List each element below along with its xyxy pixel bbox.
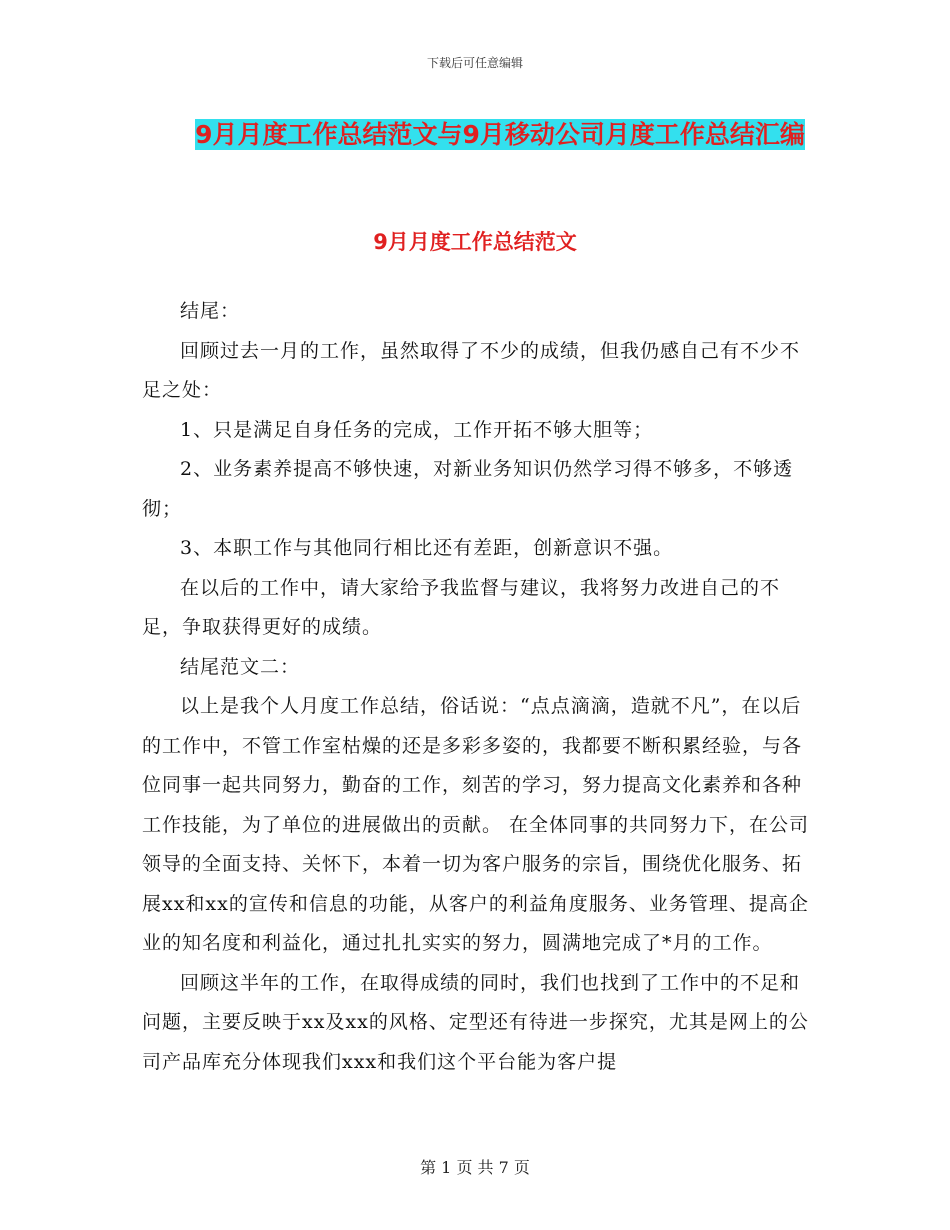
document-title-text: 9月月度工作总结范文与9月移动公司月度工作总结汇编: [195, 120, 805, 149]
paragraph: 回顾过去一月的工作，虽然取得了不少的成绩，但我仍感自己有不少不足之处：: [142, 339, 801, 401]
paragraph: 以上是我个人月度工作总结，俗话说：“点点滴滴，造就不凡”，在以后的工作中，不管工作室枯燥的还是多彩多姿的，我都要不断积累经验，与各位同事一起共同努力，勤奋的工作，刻苦的学习，努力提高文化素养和各种工作技能，为了单位的进展做出的贡献。 在全体同事的共同努力下，在公司领导的全面支持、关怀下，本着一切为客户服务的宗旨，围绕优化服务、拓展xx和xx的宣传和信息的功能，从客户的利益角度服务、业务管理、提高企业的知名度和利益化，通过扎扎实实的努力，圆满地完成了*月的工作。: [142, 695, 810, 954]
paragraph: 1、只是满足自身任务的完成，工作开拓不够大胆等；: [180, 418, 654, 441]
paragraph: 结尾范文二：: [180, 655, 301, 678]
paragraph: 2、业务素养提高不够快速，对新业务知识仍然学习得不够多，不够透彻；: [142, 458, 794, 520]
paragraph: 在以后的工作中，请大家给予我监督与建议，我将努力改进自己的不足，争取获得更好的成绩。: [142, 576, 781, 638]
page-footer: 第 1 页 共 7 页: [420, 1158, 530, 1177]
document-title: [150, 112, 850, 158]
body-text: [142, 292, 810, 1082]
header-note: 下载后可任意编辑: [426, 56, 523, 70]
section-title: 9月月度工作总结范文: [373, 230, 577, 254]
paragraph: 3、本职工作与其他同行相比还有差距，创新意识不强。: [180, 537, 674, 559]
paragraph: 回顾这半年的工作，在取得成绩的同时，我们也找到了工作中的不足和问题，主要反映于xx及xx的风格、定型还有待进一步探究，尤其是网上的公司产品库充分体现我们xxx和我们这个平台能为客户提: [142, 971, 809, 1073]
paragraph: 结尾：: [180, 300, 241, 322]
